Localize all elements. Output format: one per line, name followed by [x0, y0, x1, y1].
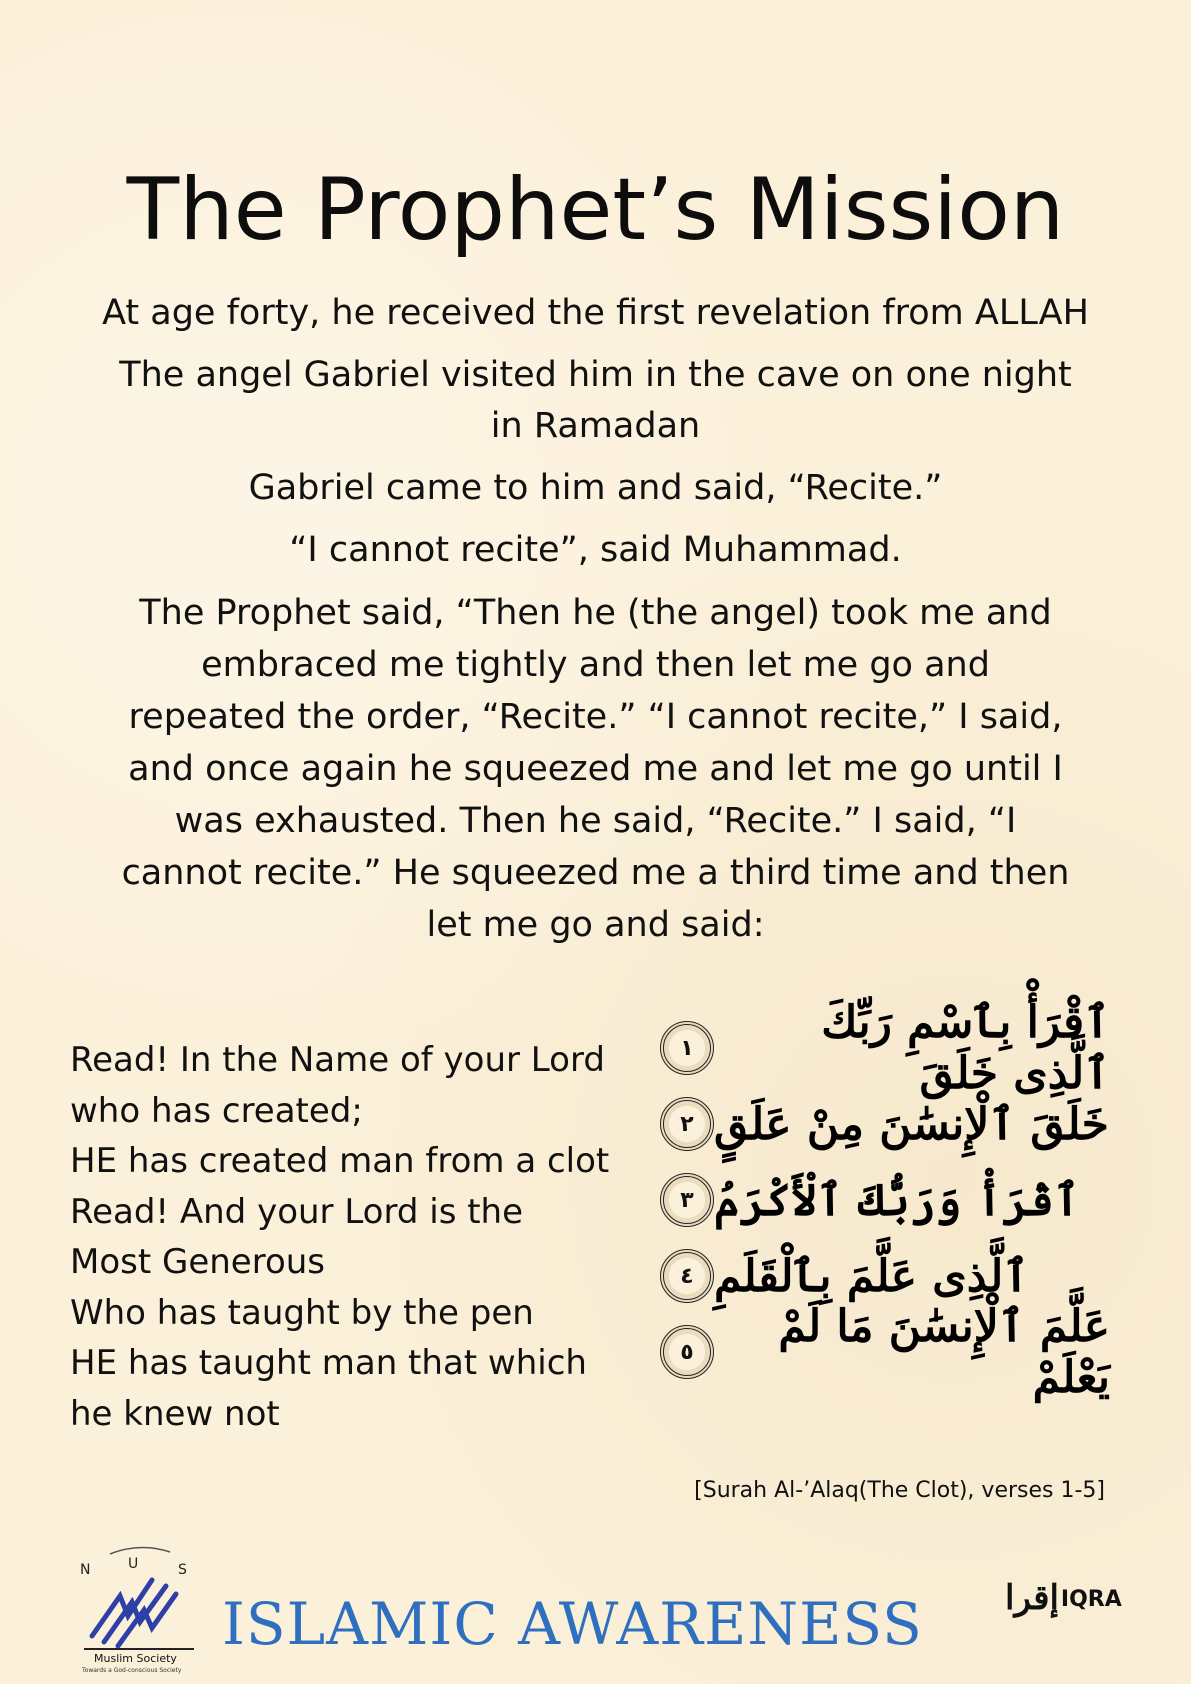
nus-letter-n: N: [80, 1562, 91, 1578]
arabic-verses: [650, 997, 1110, 1403]
intro-line-2: The angel Gabriel visited him in the cave on one night in Ramadan: [119, 355, 1072, 446]
arabic-verse-text: عَلَّمَ ٱلْإِنسَٰنَ مَا لَمْ يَعْلَمْ: [778, 1301, 1110, 1403]
arabic-verse-text: ٱقْرَأْ بِٱسْمِ رَبِّكَ ٱلَّذِى خَلَقَ: [821, 997, 1110, 1099]
arabic-verse: [650, 997, 1110, 1099]
verse-number-badge: ٣: [660, 1173, 714, 1227]
verse-number-badge: ٢: [660, 1097, 714, 1151]
intro-quote: The Prophet said, “Then he (the angel) took me and embraced me tightly and then let me go and repeated the order, “Recite.” “I cannot recite,” I said, and once again he squeezed me and let me go until I was exhausted. Then he said, “Recite.” I said, “I cannot recite.” He squeezed me a third time and then let me go and said:: [121, 593, 1070, 945]
arabic-verse-text: خَلَقَ ٱلْإِنسَٰنَ مِنْ عَلَقٍ: [714, 1098, 1109, 1150]
iqra-logo-arabic: إقرا: [1005, 1578, 1059, 1618]
arabic-verse: [650, 1162, 1110, 1238]
surah-reference: [Surah Al-’Alaq(The Clot), verses 1-5]: [694, 1478, 1105, 1503]
translation-line: Most Generous: [70, 1242, 326, 1282]
nus-letter-u: U: [128, 1556, 139, 1572]
verse-number-badge: ٥: [660, 1325, 714, 1379]
nus-logo-tagline: Towards a God-conscious Society: [82, 1667, 182, 1674]
arabic-verse-text: ٱلَّذِى عَلَّمَ بِٱلْقَلَمِ: [714, 1250, 1030, 1302]
intro-line-1: At age forty, he received the first revelation from ALLAH: [102, 293, 1089, 333]
arabic-verse: [650, 1301, 1110, 1403]
iqra-logo: [1005, 1578, 1122, 1618]
arabic-verse-text: ٱقْرَأْ وَرَبُّكَ ٱلْأَكْرَمُ: [714, 1174, 1080, 1226]
intro-line-4: “I cannot recite”, said Muhammad.: [289, 530, 902, 570]
verse-number-badge: ٤: [660, 1249, 714, 1303]
intro-line-3: Gabriel came to him and said, “Recite.”: [248, 468, 943, 508]
page-title: The Prophet’s Mission: [126, 160, 1065, 260]
translation-line: HE has created man from a clot: [70, 1141, 610, 1181]
nus-logo-graphic: [80, 1534, 200, 1674]
nus-muslim-society-logo: [80, 1534, 200, 1674]
translation-line: HE has taught man that which: [70, 1343, 587, 1383]
translation-line: who has created;: [70, 1090, 363, 1131]
translation-line: Read! And your Lord is the: [70, 1191, 524, 1232]
translation-line: he knew not: [70, 1393, 280, 1434]
iqra-logo-latin: IQRA: [1060, 1587, 1122, 1612]
verse-translation: [70, 1035, 630, 1439]
islamic-awareness-banner: ISLAMIC AWARENESS: [222, 1590, 923, 1658]
translation-line: Read! In the Name of your Lord: [70, 1040, 605, 1080]
translation-line: Who has taught by the pen: [70, 1292, 534, 1333]
nus-letter-s: S: [178, 1562, 187, 1578]
nus-logo-name: Muslim Society: [94, 1652, 177, 1665]
intro-text: [60, 288, 1131, 962]
verse-number-badge: ١: [660, 1021, 714, 1075]
